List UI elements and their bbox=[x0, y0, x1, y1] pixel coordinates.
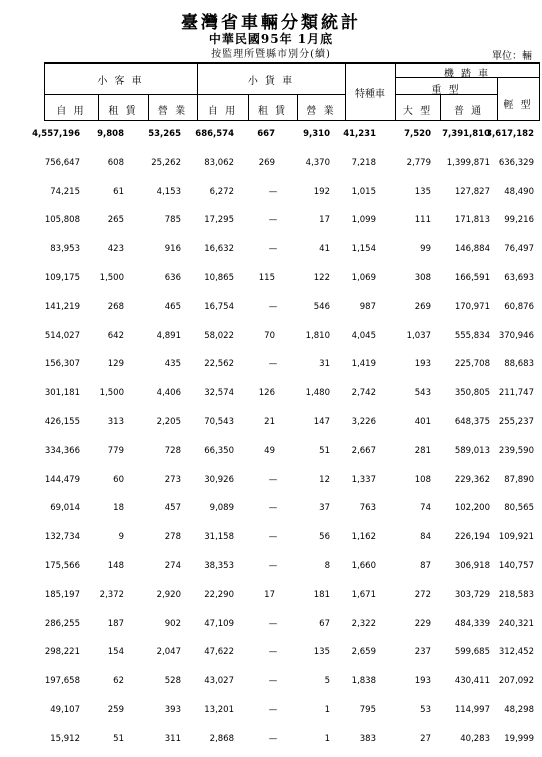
cell-special-vehicle: 763 bbox=[359, 503, 376, 514]
cell-commercial-truck: 41 bbox=[319, 244, 330, 255]
cell-commercial-truck: 1 bbox=[324, 733, 330, 744]
cell-rental-truck: 17 bbox=[264, 589, 275, 600]
cell-commercial-passenger: 274 bbox=[164, 561, 181, 571]
cell-heavy-normal: 589,013 bbox=[454, 445, 490, 456]
cell-private-passenger: 175,566 bbox=[44, 561, 80, 571]
cell-private-passenger: 426,155 bbox=[44, 417, 80, 427]
cell-heavy-normal: 648,375 bbox=[454, 417, 490, 427]
cell-private-truck: 16,632 bbox=[204, 244, 234, 255]
cell-commercial-passenger: 916 bbox=[164, 244, 181, 255]
unit-label: 單位：輛 bbox=[492, 51, 532, 62]
cell-private-truck: 22,562 bbox=[204, 359, 234, 370]
cell-special-vehicle: 2,667 bbox=[351, 445, 376, 456]
cell-private-passenger: 132,734 bbox=[44, 532, 80, 543]
cell-rental-truck: — bbox=[268, 474, 278, 485]
cell-heavy-large: 193 bbox=[414, 359, 431, 370]
cell-commercial-passenger: 785 bbox=[164, 215, 181, 226]
cell-commercial-truck: 31 bbox=[319, 359, 330, 370]
cell-commercial-truck: 122 bbox=[313, 273, 330, 283]
cell-private-truck: 9,089 bbox=[209, 503, 234, 514]
cell-heavy-large: 1,037 bbox=[406, 330, 431, 341]
cell-rental-truck: — bbox=[268, 301, 278, 312]
cell-heavy-normal: 170,971 bbox=[454, 301, 490, 312]
cell-rental-truck: 49 bbox=[264, 445, 275, 456]
cell-rental-truck: — bbox=[268, 359, 278, 370]
cell-rental-passenger: 51 bbox=[113, 733, 124, 744]
cell-private-truck: 2,868 bbox=[209, 733, 234, 744]
cell-heavy-normal: 430,411 bbox=[454, 676, 490, 687]
cell-light-motorcycle: 211,747 bbox=[498, 388, 534, 399]
cell-special-vehicle: 1,015 bbox=[351, 186, 376, 197]
cell-heavy-normal: 226,194 bbox=[454, 532, 490, 543]
cell-rental-passenger: 61 bbox=[113, 186, 124, 197]
cell-special-vehicle: 7,218 bbox=[351, 157, 376, 168]
cell-special-vehicle: 3,226 bbox=[351, 417, 376, 427]
cell-heavy-large: 111 bbox=[414, 215, 431, 226]
cell-commercial-passenger: 2,047 bbox=[156, 647, 181, 658]
cell-heavy-large: 87 bbox=[420, 561, 431, 571]
cell-private-passenger: 74,215 bbox=[50, 186, 80, 197]
cell-rental-passenger: 259 bbox=[107, 705, 124, 715]
header-private-1: 自 用 bbox=[56, 106, 86, 117]
cell-private-truck: 47,109 bbox=[204, 618, 234, 629]
cell-private-truck: 43,027 bbox=[204, 676, 234, 687]
cell-rental-truck: — bbox=[268, 532, 278, 543]
cell-commercial-passenger: 4,406 bbox=[156, 388, 181, 399]
cell-commercial-truck: 147 bbox=[313, 417, 330, 427]
cell-private-truck: 66,350 bbox=[204, 445, 234, 456]
cell-special-vehicle: 4,045 bbox=[351, 330, 376, 341]
cell-commercial-truck: 546 bbox=[313, 301, 330, 312]
cell-heavy-large: 108 bbox=[414, 474, 431, 485]
cell-light-motorcycle: 312,452 bbox=[498, 647, 534, 658]
cell-commercial-passenger: 728 bbox=[164, 445, 181, 456]
cell-light-motorcycle: 99,216 bbox=[504, 215, 534, 226]
cell-rental-truck: 126 bbox=[258, 388, 275, 399]
cell-commercial-truck: 1 bbox=[324, 705, 330, 715]
cell-heavy-large: 135 bbox=[414, 186, 431, 197]
cell-heavy-large: 229 bbox=[414, 618, 431, 629]
cell-rental-passenger: 60 bbox=[113, 474, 124, 485]
cell-commercial-passenger: 636 bbox=[164, 273, 181, 283]
cell-commercial-truck: 67 bbox=[319, 618, 330, 629]
cell-commercial-passenger: 457 bbox=[164, 503, 181, 514]
cell-light-motorcycle: 80,565 bbox=[504, 503, 534, 514]
cell-rental-truck: — bbox=[268, 561, 278, 571]
cell-commercial-passenger: 4,891 bbox=[156, 330, 181, 341]
cell-private-passenger: 156,307 bbox=[44, 359, 80, 370]
cell-rental-passenger: 265 bbox=[107, 215, 124, 226]
header-small-passenger: 小 客 車 bbox=[97, 76, 144, 87]
cell-heavy-large: 99 bbox=[420, 244, 431, 255]
cell-heavy-normal: 229,362 bbox=[454, 474, 490, 485]
cell-rental-passenger: 9 bbox=[118, 532, 124, 543]
cell-private-truck: 32,574 bbox=[204, 388, 234, 399]
cell-private-passenger: 298,221 bbox=[44, 647, 80, 658]
cell-commercial-passenger: 902 bbox=[164, 618, 181, 629]
cell-rental-passenger: 423 bbox=[107, 244, 124, 255]
cell-rental-passenger: 779 bbox=[107, 445, 124, 456]
cell-commercial-passenger: 53,265 bbox=[148, 129, 181, 139]
cell-heavy-normal: 599,685 bbox=[454, 647, 490, 658]
header-light: 輕 型 bbox=[503, 100, 533, 111]
cell-rental-passenger: 1,500 bbox=[99, 388, 124, 399]
cell-private-truck: 22,290 bbox=[204, 589, 234, 600]
cell-commercial-truck: 1,480 bbox=[305, 388, 330, 399]
cell-rental-passenger: 313 bbox=[107, 417, 124, 427]
cell-rental-truck: — bbox=[268, 186, 278, 197]
report-date: 中華民國95年 1月底 bbox=[208, 32, 334, 46]
cell-rental-passenger: 608 bbox=[107, 157, 124, 168]
cell-rental-truck: 70 bbox=[264, 330, 275, 341]
cell-light-motorcycle: 636,329 bbox=[498, 157, 534, 168]
report-subtitle: 按監理所暨縣市別分(續) bbox=[211, 49, 331, 60]
cell-commercial-passenger: 2,205 bbox=[156, 417, 181, 427]
cell-heavy-normal: 303,729 bbox=[454, 589, 490, 600]
cell-light-motorcycle: 3,617,182 bbox=[486, 129, 534, 139]
cell-rental-truck: — bbox=[268, 618, 278, 629]
cell-private-truck: 6,272 bbox=[209, 186, 234, 197]
cell-heavy-normal: 102,200 bbox=[454, 503, 490, 514]
cell-rental-truck: — bbox=[268, 244, 278, 255]
cell-commercial-truck: 135 bbox=[313, 647, 330, 658]
cell-rental-passenger: 642 bbox=[107, 330, 124, 341]
cell-commercial-truck: 5 bbox=[324, 676, 330, 687]
cell-commercial-passenger: 273 bbox=[164, 474, 181, 485]
cell-commercial-truck: 17 bbox=[319, 215, 330, 226]
page-title: 臺灣省車輛分類統計 bbox=[181, 13, 361, 33]
cell-light-motorcycle: 88,683 bbox=[504, 359, 534, 370]
cell-light-motorcycle: 218,583 bbox=[498, 589, 534, 600]
cell-special-vehicle: 1,671 bbox=[351, 589, 376, 600]
cell-commercial-passenger: 2,920 bbox=[156, 589, 181, 600]
header-large: 大 型 bbox=[402, 106, 433, 117]
cell-heavy-large: 401 bbox=[414, 417, 431, 427]
cell-private-passenger: 301,181 bbox=[44, 388, 80, 399]
cell-light-motorcycle: 239,590 bbox=[498, 445, 534, 456]
cell-special-vehicle: 1,154 bbox=[351, 244, 376, 255]
cell-commercial-truck: 37 bbox=[319, 503, 330, 514]
cell-light-motorcycle: 109,921 bbox=[498, 532, 534, 543]
cell-rental-truck: — bbox=[268, 676, 278, 687]
cell-special-vehicle: 2,322 bbox=[351, 618, 376, 629]
cell-commercial-truck: 12 bbox=[319, 474, 330, 485]
cell-rental-passenger: 2,372 bbox=[99, 589, 124, 600]
cell-heavy-normal: 114,997 bbox=[454, 705, 490, 715]
cell-heavy-normal: 171,813 bbox=[454, 215, 490, 226]
cell-heavy-large: 281 bbox=[414, 445, 431, 456]
cell-special-vehicle: 987 bbox=[359, 301, 376, 312]
cell-private-passenger: 756,647 bbox=[44, 157, 80, 168]
cell-light-motorcycle: 240,321 bbox=[498, 618, 534, 629]
cell-private-truck: 10,865 bbox=[204, 273, 234, 283]
cell-special-vehicle: 2,659 bbox=[351, 647, 376, 658]
cell-heavy-normal: 40,283 bbox=[460, 733, 490, 744]
cell-private-passenger: 105,808 bbox=[44, 215, 80, 226]
cell-rental-passenger: 1,500 bbox=[99, 273, 124, 283]
cell-light-motorcycle: 19,999 bbox=[504, 733, 534, 744]
header-commercial-2: 營 業 bbox=[306, 106, 336, 117]
cell-private-passenger: 69,014 bbox=[50, 503, 80, 514]
cell-commercial-passenger: 25,262 bbox=[151, 157, 181, 168]
cell-commercial-truck: 181 bbox=[313, 589, 330, 600]
cell-commercial-truck: 4,370 bbox=[305, 157, 330, 168]
cell-private-truck: 38,353 bbox=[204, 561, 234, 571]
cell-heavy-normal: 484,339 bbox=[454, 618, 490, 629]
cell-commercial-passenger: 465 bbox=[164, 301, 181, 312]
cell-private-truck: 83,062 bbox=[204, 157, 234, 168]
cell-special-vehicle: 1,660 bbox=[351, 561, 376, 571]
cell-commercial-passenger: 311 bbox=[164, 733, 181, 744]
cell-heavy-large: 2,779 bbox=[406, 157, 431, 168]
cell-heavy-normal: 350,805 bbox=[454, 388, 490, 399]
cell-commercial-passenger: 393 bbox=[164, 705, 181, 715]
cell-commercial-truck: 1,810 bbox=[305, 330, 330, 341]
cell-rental-passenger: 129 bbox=[107, 359, 124, 370]
cell-private-truck: 31,158 bbox=[204, 532, 234, 543]
cell-light-motorcycle: 76,497 bbox=[504, 244, 534, 255]
cell-heavy-large: 308 bbox=[414, 273, 431, 283]
cell-rental-passenger: 268 bbox=[107, 301, 124, 312]
cell-rental-passenger: 148 bbox=[107, 561, 124, 571]
cell-rental-truck: 21 bbox=[264, 417, 275, 427]
cell-private-truck: 17,295 bbox=[204, 215, 234, 226]
header-heavy: 重 型 bbox=[431, 85, 461, 96]
cell-commercial-passenger: 278 bbox=[164, 532, 181, 543]
header-rental-1: 租 賃 bbox=[108, 106, 138, 117]
cell-light-motorcycle: 140,757 bbox=[498, 561, 534, 571]
cell-special-vehicle: 1,838 bbox=[351, 676, 376, 687]
cell-private-truck: 30,926 bbox=[204, 474, 234, 485]
cell-private-truck: 16,754 bbox=[204, 301, 234, 312]
cell-special-vehicle: 2,742 bbox=[351, 388, 376, 399]
cell-heavy-normal: 306,918 bbox=[454, 561, 490, 571]
cell-rental-truck: — bbox=[268, 647, 278, 658]
cell-special-vehicle: 1,162 bbox=[351, 532, 376, 543]
cell-heavy-large: 7,520 bbox=[404, 129, 431, 139]
cell-private-passenger: 197,658 bbox=[44, 676, 80, 687]
cell-private-passenger: 286,255 bbox=[44, 618, 80, 629]
cell-special-vehicle: 795 bbox=[359, 705, 376, 715]
cell-commercial-truck: 192 bbox=[313, 186, 330, 197]
cell-heavy-large: 193 bbox=[414, 676, 431, 687]
cell-heavy-large: 269 bbox=[414, 301, 431, 312]
cell-private-passenger: 141,219 bbox=[44, 301, 80, 312]
cell-commercial-truck: 8 bbox=[324, 561, 330, 571]
cell-private-passenger: 514,027 bbox=[44, 330, 80, 341]
cell-heavy-normal: 1,399,871 bbox=[446, 157, 490, 168]
cell-light-motorcycle: 255,237 bbox=[498, 417, 534, 427]
cell-private-passenger: 4,557,196 bbox=[32, 129, 80, 139]
cell-light-motorcycle: 207,092 bbox=[498, 676, 534, 687]
cell-commercial-passenger: 435 bbox=[164, 359, 181, 370]
cell-light-motorcycle: 87,890 bbox=[504, 474, 534, 485]
cell-rental-truck: — bbox=[268, 503, 278, 514]
cell-special-vehicle: 383 bbox=[359, 733, 376, 744]
cell-special-vehicle: 1,099 bbox=[351, 215, 376, 226]
cell-light-motorcycle: 60,876 bbox=[504, 301, 534, 312]
header-small-truck: 小 貨 車 bbox=[247, 76, 295, 87]
cell-commercial-truck: 51 bbox=[319, 445, 330, 456]
cell-rental-truck: — bbox=[268, 215, 278, 226]
cell-heavy-normal: 225,708 bbox=[454, 359, 490, 370]
cell-light-motorcycle: 48,490 bbox=[504, 186, 534, 197]
cell-special-vehicle: 41,231 bbox=[343, 129, 376, 139]
header-normal: 普 通 bbox=[453, 106, 484, 117]
header-special: 特種車 bbox=[355, 89, 385, 100]
cell-rental-truck: 269 bbox=[258, 157, 275, 168]
cell-private-truck: 58,022 bbox=[204, 330, 234, 341]
cell-private-truck: 686,574 bbox=[195, 129, 234, 139]
cell-private-truck: 13,201 bbox=[204, 705, 234, 715]
header-commercial-1: 營 業 bbox=[157, 106, 188, 117]
cell-private-passenger: 185,197 bbox=[44, 589, 80, 600]
cell-rental-truck: — bbox=[268, 705, 278, 715]
cell-heavy-large: 53 bbox=[420, 705, 431, 715]
cell-special-vehicle: 1,069 bbox=[351, 273, 376, 283]
cell-special-vehicle: 1,419 bbox=[351, 359, 376, 370]
cell-private-passenger: 49,107 bbox=[50, 705, 80, 715]
cell-heavy-large: 84 bbox=[420, 532, 431, 543]
cell-commercial-passenger: 528 bbox=[164, 676, 181, 687]
cell-heavy-large: 237 bbox=[414, 647, 431, 658]
cell-heavy-large: 74 bbox=[420, 503, 431, 514]
cell-rental-truck: 667 bbox=[257, 129, 275, 139]
header-private-2: 自 用 bbox=[207, 106, 238, 117]
cell-private-truck: 47,622 bbox=[204, 647, 234, 658]
cell-heavy-large: 27 bbox=[420, 733, 431, 744]
cell-light-motorcycle: 370,946 bbox=[498, 330, 534, 341]
cell-light-motorcycle: 48,298 bbox=[504, 705, 534, 715]
cell-heavy-large: 543 bbox=[414, 388, 431, 399]
cell-rental-passenger: 154 bbox=[107, 647, 124, 658]
cell-rental-passenger: 18 bbox=[113, 503, 124, 514]
cell-heavy-normal: 166,591 bbox=[454, 273, 490, 283]
cell-private-passenger: 334,366 bbox=[44, 445, 80, 456]
cell-rental-truck: 115 bbox=[258, 273, 275, 283]
cell-private-passenger: 83,953 bbox=[50, 244, 80, 255]
cell-heavy-large: 272 bbox=[414, 589, 431, 600]
cell-special-vehicle: 1,337 bbox=[351, 474, 376, 485]
cell-heavy-normal: 7,391,810 bbox=[442, 129, 490, 139]
header-rental-2: 租 賃 bbox=[257, 106, 288, 117]
cell-private-truck: 70,543 bbox=[204, 417, 234, 427]
cell-commercial-passenger: 4,153 bbox=[156, 186, 181, 197]
cell-commercial-truck: 56 bbox=[319, 532, 330, 543]
cell-private-passenger: 15,912 bbox=[50, 733, 80, 744]
cell-rental-truck: — bbox=[268, 733, 278, 744]
cell-rental-passenger: 187 bbox=[107, 618, 124, 629]
header-motorcycle: 機 踏 車 bbox=[443, 69, 491, 80]
cell-heavy-normal: 146,884 bbox=[454, 244, 490, 255]
cell-commercial-truck: 9,310 bbox=[303, 129, 330, 139]
cell-rental-passenger: 62 bbox=[113, 676, 124, 687]
cell-light-motorcycle: 63,693 bbox=[504, 273, 534, 283]
cell-heavy-normal: 555,834 bbox=[454, 330, 490, 341]
cell-rental-passenger: 9,808 bbox=[97, 129, 124, 139]
cell-private-passenger: 109,175 bbox=[44, 273, 80, 283]
cell-private-passenger: 144,479 bbox=[44, 474, 80, 485]
cell-heavy-normal: 127,827 bbox=[454, 186, 490, 197]
